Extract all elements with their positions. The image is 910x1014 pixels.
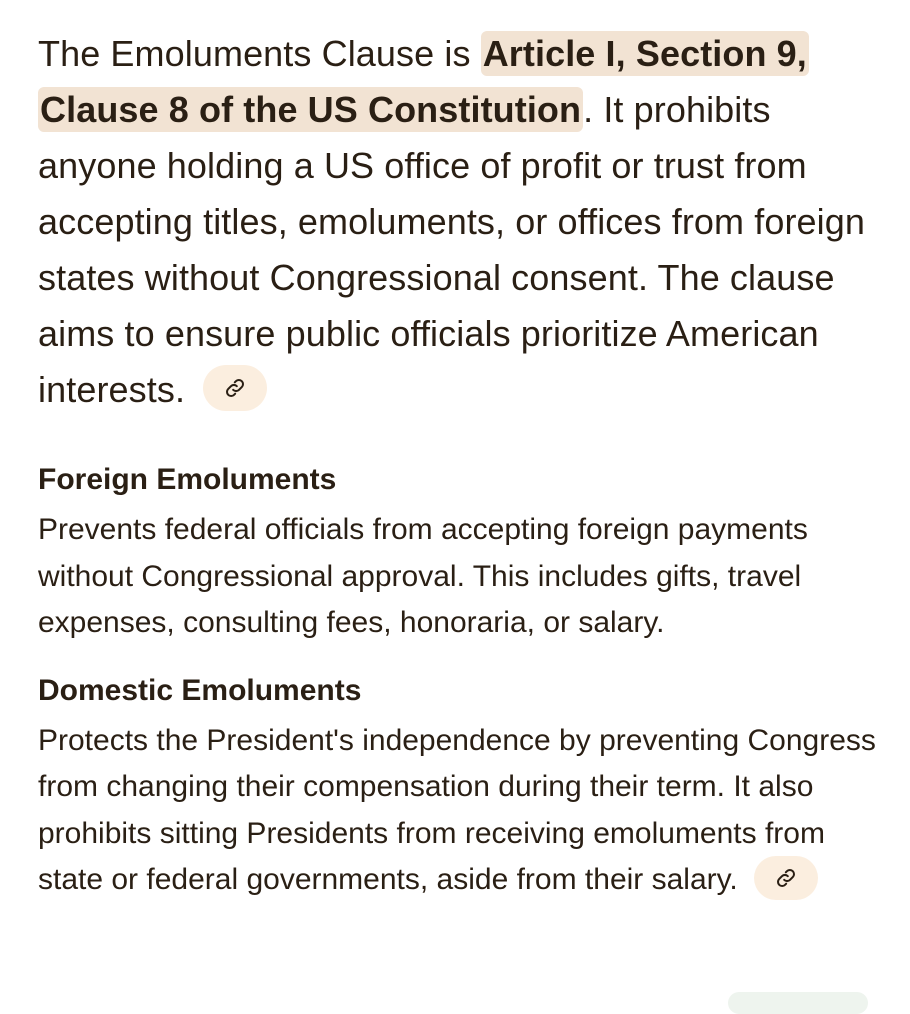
section-body-domestic-paragraph xyxy=(38,718,888,904)
section-body-domestic: Protects the President's independence by preventing Congress from changing their compensation during their term. It also prohibits sitting Presidents from receiving emoluments from state or federal governments, aside from their salary. xyxy=(38,723,876,896)
source-link-button[interactable] xyxy=(754,856,818,900)
intro-suffix: . It prohibits anyone holding a US office of profit or trust from accepting titles, emoluments, or offices from foreign states without Congressional consent. The clause aims to ensure public officials prioritize American interests. xyxy=(38,89,866,410)
highlighted-citation[interactable]: Article I, Section 9, Clause 8 of the US Constitution xyxy=(40,33,807,130)
intro-prefix: The Emoluments Clause is xyxy=(38,33,481,74)
answer-content xyxy=(38,26,888,904)
link-icon xyxy=(224,377,246,399)
floating-button-edge[interactable] xyxy=(728,992,868,1014)
intro-paragraph xyxy=(38,26,888,418)
source-link-button[interactable] xyxy=(203,365,267,411)
link-icon xyxy=(775,867,797,889)
section-heading-domestic: Domestic Emoluments xyxy=(38,673,362,707)
section-heading-foreign: Foreign Emoluments xyxy=(38,463,337,496)
section-body-foreign: Prevents federal officials from accepting foreign payments without Congressional approval. This includes gifts, travel expenses, consulting fees, honoraria, or salary. xyxy=(38,513,808,639)
